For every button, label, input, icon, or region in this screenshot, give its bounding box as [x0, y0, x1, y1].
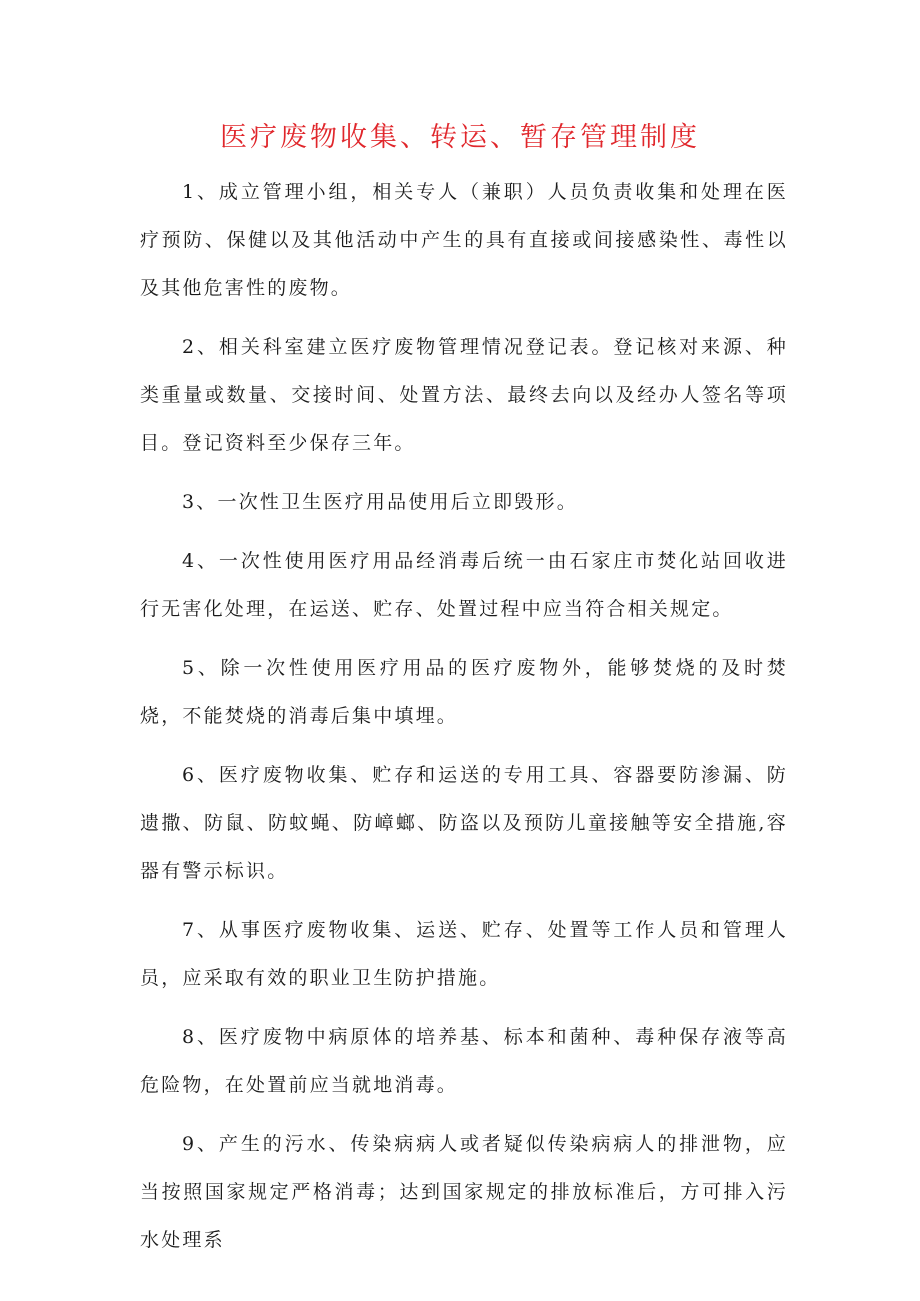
paragraph-2: 2、相关科室建立医疗废物管理情况登记表。登记核对来源、种类重量或数量、交接时间、处置方法、最终去向以及经办人签名等项目。登记资料至少保存三年。: [140, 336, 788, 454]
paragraph-4: 4、一次性使用医疗用品经消毒后统一由石家庄市焚化站回收进行无害化处理，在运送、贮存、处置过程中应当符合相关规定。: [140, 550, 788, 620]
paragraph-8: 8、医疗废物中病原体的培养基、标本和菌种、毒种保存液等高危险物，在处置前应当就地消毒。: [140, 1026, 788, 1096]
paragraph-5: 5、除一次性使用医疗用品的医疗废物外，能够焚烧的及时焚烧，不能焚烧的消毒后集中填埋。: [140, 657, 788, 727]
paragraph-1: 1、成立管理小组，相关专人（兼职）人员负责收集和处理在医疗预防、保健以及其他活动中产生的具有直接或间接感染性、毒性以及其他危害性的废物。: [140, 181, 788, 299]
paragraph-6: 6、医疗废物收集、贮存和运送的专用工具、容器要防渗漏、防遗撒、防鼠、防蚊蝇、防嶂螂、防盗以及预防儿童接触等安全措施,容器有警示标识。: [140, 764, 788, 882]
paragraph-9: 9、产生的污水、传染病病人或者疑似传染病病人的排泄物，应当按照国家规定严格消毒；达到国家规定的排放标准后，方可排入污水处理系: [140, 1133, 788, 1251]
document-body: [140, 168, 788, 1275]
document-title: 医疗废物收集、转运、暂存管理制度: [220, 122, 700, 153]
paragraph-3: 3、一次性卫生医疗用品使用后立即毁形。: [182, 491, 578, 513]
paragraph-7: 7、从事医疗废物收集、运送、贮存、处置等工作人员和管理人员，应采取有效的职业卫生防护措施。: [140, 919, 788, 989]
